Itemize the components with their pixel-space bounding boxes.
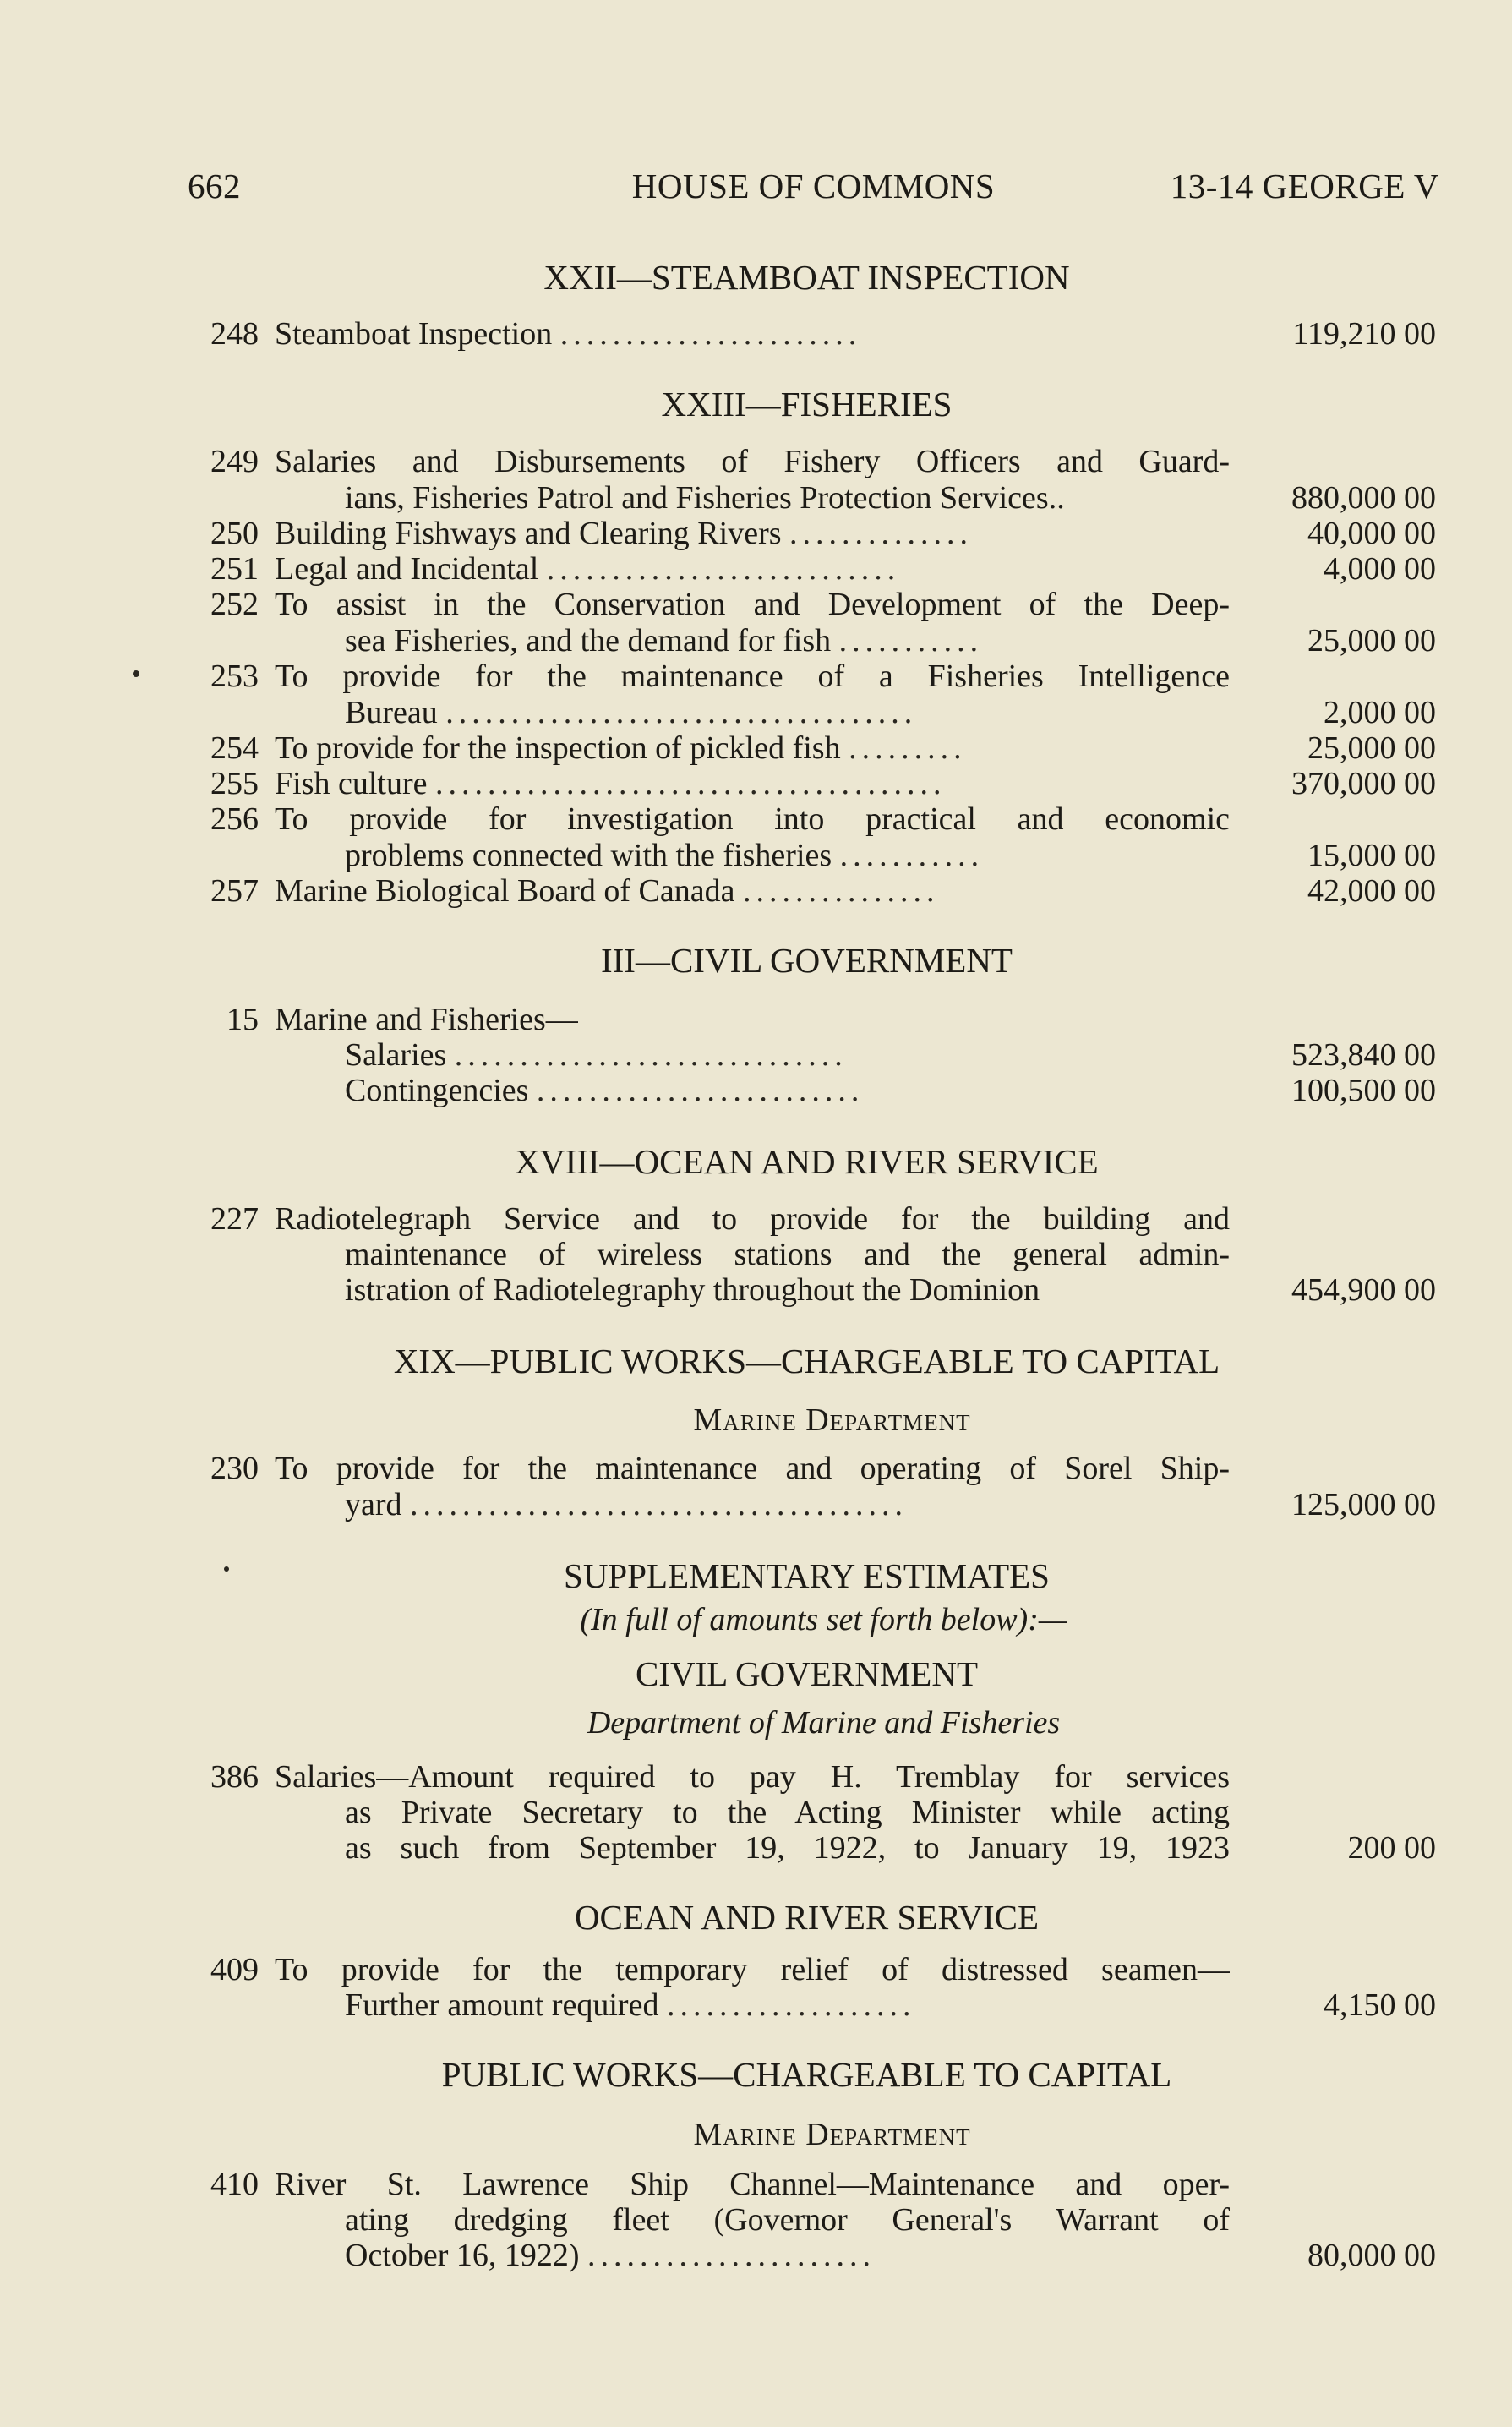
estimate-row-254: 254 To provide for the inspection of pickled fish ......... 25,000 00 <box>210 730 1436 766</box>
estimate-row-386-cont: as Private Secretary to the Acting Minister while acting <box>345 1795 1230 1830</box>
section-title-fisheries: XXIII—FISHERIES <box>661 385 953 424</box>
page-number: 662 <box>188 167 241 205</box>
section-title-civil-government: CIVIL GOVERNMENT <box>635 1654 978 1693</box>
section-title-supplementary: SUPPLEMENTARY ESTIMATES <box>564 1556 1050 1595</box>
estimate-row-251: 251 Legal and Incidental ........................... 4,000 00 <box>210 551 1436 587</box>
estimate-row-255: 255 Fish culture ....................................... 370,000 00 <box>210 766 1436 801</box>
section-title-ocean-supplementary: OCEAN AND RIVER SERVICE <box>574 1898 1040 1937</box>
subsection-marine-department-supplementary: Marine Department <box>693 2117 971 2152</box>
estimate-row-227-cont: maintenance of wireless stations and the general admin- <box>345 1237 1230 1272</box>
estimate-row-248: 248 Steamboat Inspection ....................... 119,210 00 <box>210 316 1436 352</box>
estimate-row-256-cont: problems connected with the fisheries ........... 15,000 00 <box>345 838 1436 873</box>
estimate-row-253: 253 To provide for the maintenance of a Fisheries Intelligence <box>210 659 1230 694</box>
running-title: HOUSE OF COMMONS <box>631 167 996 205</box>
estimate-row-409: 409 To provide for the temporary relief of distressed seamen— <box>210 1952 1230 1987</box>
subsection-marine-department: Marine Department <box>693 1402 971 1438</box>
estimate-row-252: 252 To assist in the Conservation and Development of the Deep- <box>210 587 1230 622</box>
estimate-row-250: 250 Building Fishways and Clearing Rivers .............. 40,000 00 <box>210 516 1436 551</box>
estimate-row-15: 15 Marine and Fisheries— <box>227 1002 578 1037</box>
estimate-row-252-cont: sea Fisheries, and the demand for fish ........... 25,000 00 <box>345 623 1436 659</box>
estimate-row-249: 249 Salaries and Disbursements of Fishery Officers and Guard- <box>210 444 1230 479</box>
estimate-row-386-cont2: as such from September 19, 1922, to January 19, 1923 200 00 <box>345 1830 1436 1866</box>
supplementary-subtitle: (In full of amounts set forth below):— <box>580 1602 1067 1637</box>
estimate-row-386: 386 Salaries—Amount required to pay H. Tremblay for services <box>210 1759 1230 1795</box>
section-title-ocean: XVIII—OCEAN AND RIVER SERVICE <box>515 1142 1099 1181</box>
section-title-public-works-supplementary: PUBLIC WORKS—CHARGEABLE TO CAPITAL <box>441 2055 1172 2094</box>
estimate-row-249-cont: ians, Fisheries Patrol and Fisheries Protection Services.. 880,000 00 <box>345 480 1436 516</box>
estimate-row-227-cont2: istration of Radiotelegraphy throughout the Dominion 454,900 00 <box>345 1272 1436 1308</box>
page-header <box>188 166 1439 208</box>
section-title-steamboat: XXII—STEAMBOAT INSPECTION <box>543 258 1070 297</box>
estimate-row-257: 257 Marine Biological Board of Canada ............... 42,000 00 <box>210 873 1436 909</box>
estimate-row-410: 410 River St. Lawrence Ship Channel—Maintenance and oper- <box>210 2167 1230 2202</box>
estimate-row-230: 230 To provide for the maintenance and operating of Sorel Ship- <box>210 1451 1230 1486</box>
estimate-row-230-cont: yard ...................................... 125,000 00 <box>345 1487 1436 1522</box>
estimate-row-salaries: Salaries .............................. 523,840 00 <box>345 1037 1436 1073</box>
department-heading: Department of Marine and Fisheries <box>587 1705 1061 1741</box>
estimate-row-256: 256 To provide for investigation into practical and economic <box>210 801 1230 837</box>
estimate-row-409-cont: Further amount required ................... 4,150 00 <box>345 1987 1436 2023</box>
estimate-row-227: 227 Radiotelegraph Service and to provide for the building and <box>210 1201 1230 1237</box>
estimate-row-253-cont: Bureau .................................... 2,000 00 <box>345 695 1436 730</box>
estimate-row-contingencies: Contingencies ......................... 100,500 00 <box>345 1073 1436 1108</box>
section-title-civil: III—CIVIL GOVERNMENT <box>601 941 1013 980</box>
regnal-year: 13-14 GEORGE V <box>1170 167 1439 205</box>
estimate-row-410-cont: ating dredging fleet (Governor General's Warrant of <box>345 2202 1230 2238</box>
section-title-public-works: XIX—PUBLIC WORKS—CHARGEABLE TO CAPITAL <box>393 1342 1220 1380</box>
estimate-row-410-cont2: October 16, 1922) ...................... 80,000 00 <box>345 2238 1436 2273</box>
